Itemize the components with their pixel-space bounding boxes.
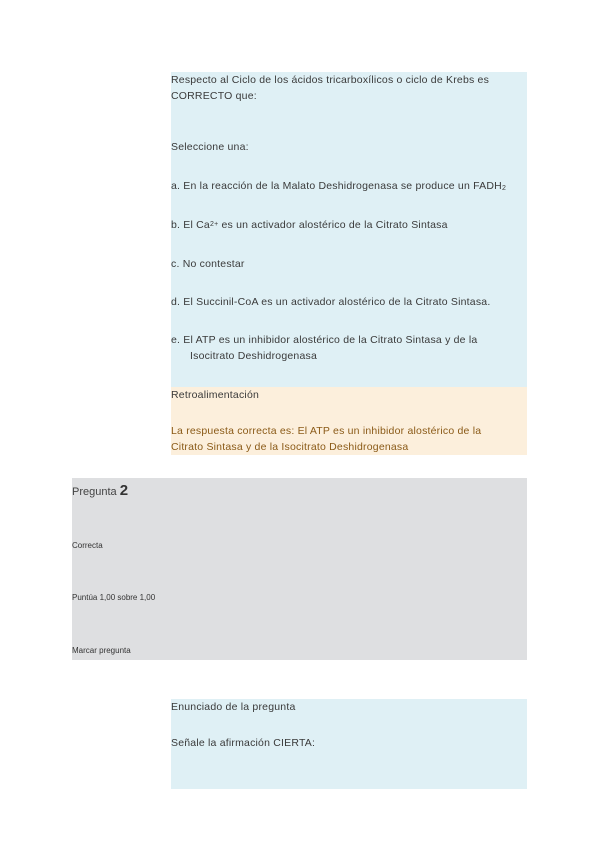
option-superscript: 2+	[209, 221, 219, 228]
option-text: Isocitrato Deshidrogenasa	[190, 350, 317, 362]
option-text: El ATP es un inhibidor alostérico de la Citrato Sintasa y de la	[183, 334, 478, 346]
flag-question-link[interactable]: Marcar pregunta	[72, 646, 131, 655]
question-number	[72, 482, 128, 499]
option-letter: b.	[171, 219, 181, 231]
feedback-box	[171, 387, 527, 455]
option-b[interactable]	[171, 217, 448, 233]
feedback-title: Retroalimentación	[171, 389, 260, 401]
question-2-info	[72, 478, 527, 660]
question-number-value: 2	[119, 482, 129, 499]
option-subscript: 2	[501, 185, 507, 192]
option-letter: c.	[171, 258, 180, 270]
option-letter: d.	[171, 296, 181, 308]
option-a[interactable]	[171, 178, 506, 197]
option-letter: e.	[171, 334, 181, 346]
option-e[interactable]	[171, 332, 477, 364]
question-1-box	[171, 72, 527, 388]
option-d[interactable]	[171, 294, 490, 310]
option-text: En la reacción de la Malato Deshidrogenasa se produce un FADH	[183, 180, 502, 192]
question-2-box	[171, 699, 527, 789]
status-text: Correcta	[72, 541, 103, 550]
option-c[interactable]	[171, 256, 245, 272]
option-letter: a.	[171, 180, 181, 192]
question-2-text: Señale la afirmación CIERTA:	[171, 737, 316, 749]
correct-answer-text	[171, 423, 481, 455]
question-label: Pregunta	[72, 486, 117, 498]
question-text-line: Respecto al Ciclo de los ácidos tricarboxílicos o ciclo de Krebs es	[171, 74, 490, 86]
option-text: No contestar	[182, 258, 245, 270]
answer-line: Citrato Sintasa y de la Isocitrato Deshidrogenasa	[171, 441, 409, 453]
option-text-post: es un activador alostérico de la Citrato Sintasa	[218, 219, 448, 231]
question-heading: Enunciado de la pregunta	[171, 701, 296, 713]
option-text: El Succinil-CoA es un activador alostérico de la Citrato Sintasa.	[183, 296, 491, 308]
option-text-pre: El Ca	[183, 219, 210, 231]
score-text: Puntúa 1,00 sobre 1,00	[72, 593, 156, 602]
question-text-line: CORRECTO que:	[171, 90, 257, 102]
select-prompt: Seleccione una:	[171, 141, 249, 153]
question-1-text	[171, 72, 489, 104]
answer-line: La respuesta correcta es: El ATP es un inhibidor alostérico de la	[171, 425, 482, 437]
